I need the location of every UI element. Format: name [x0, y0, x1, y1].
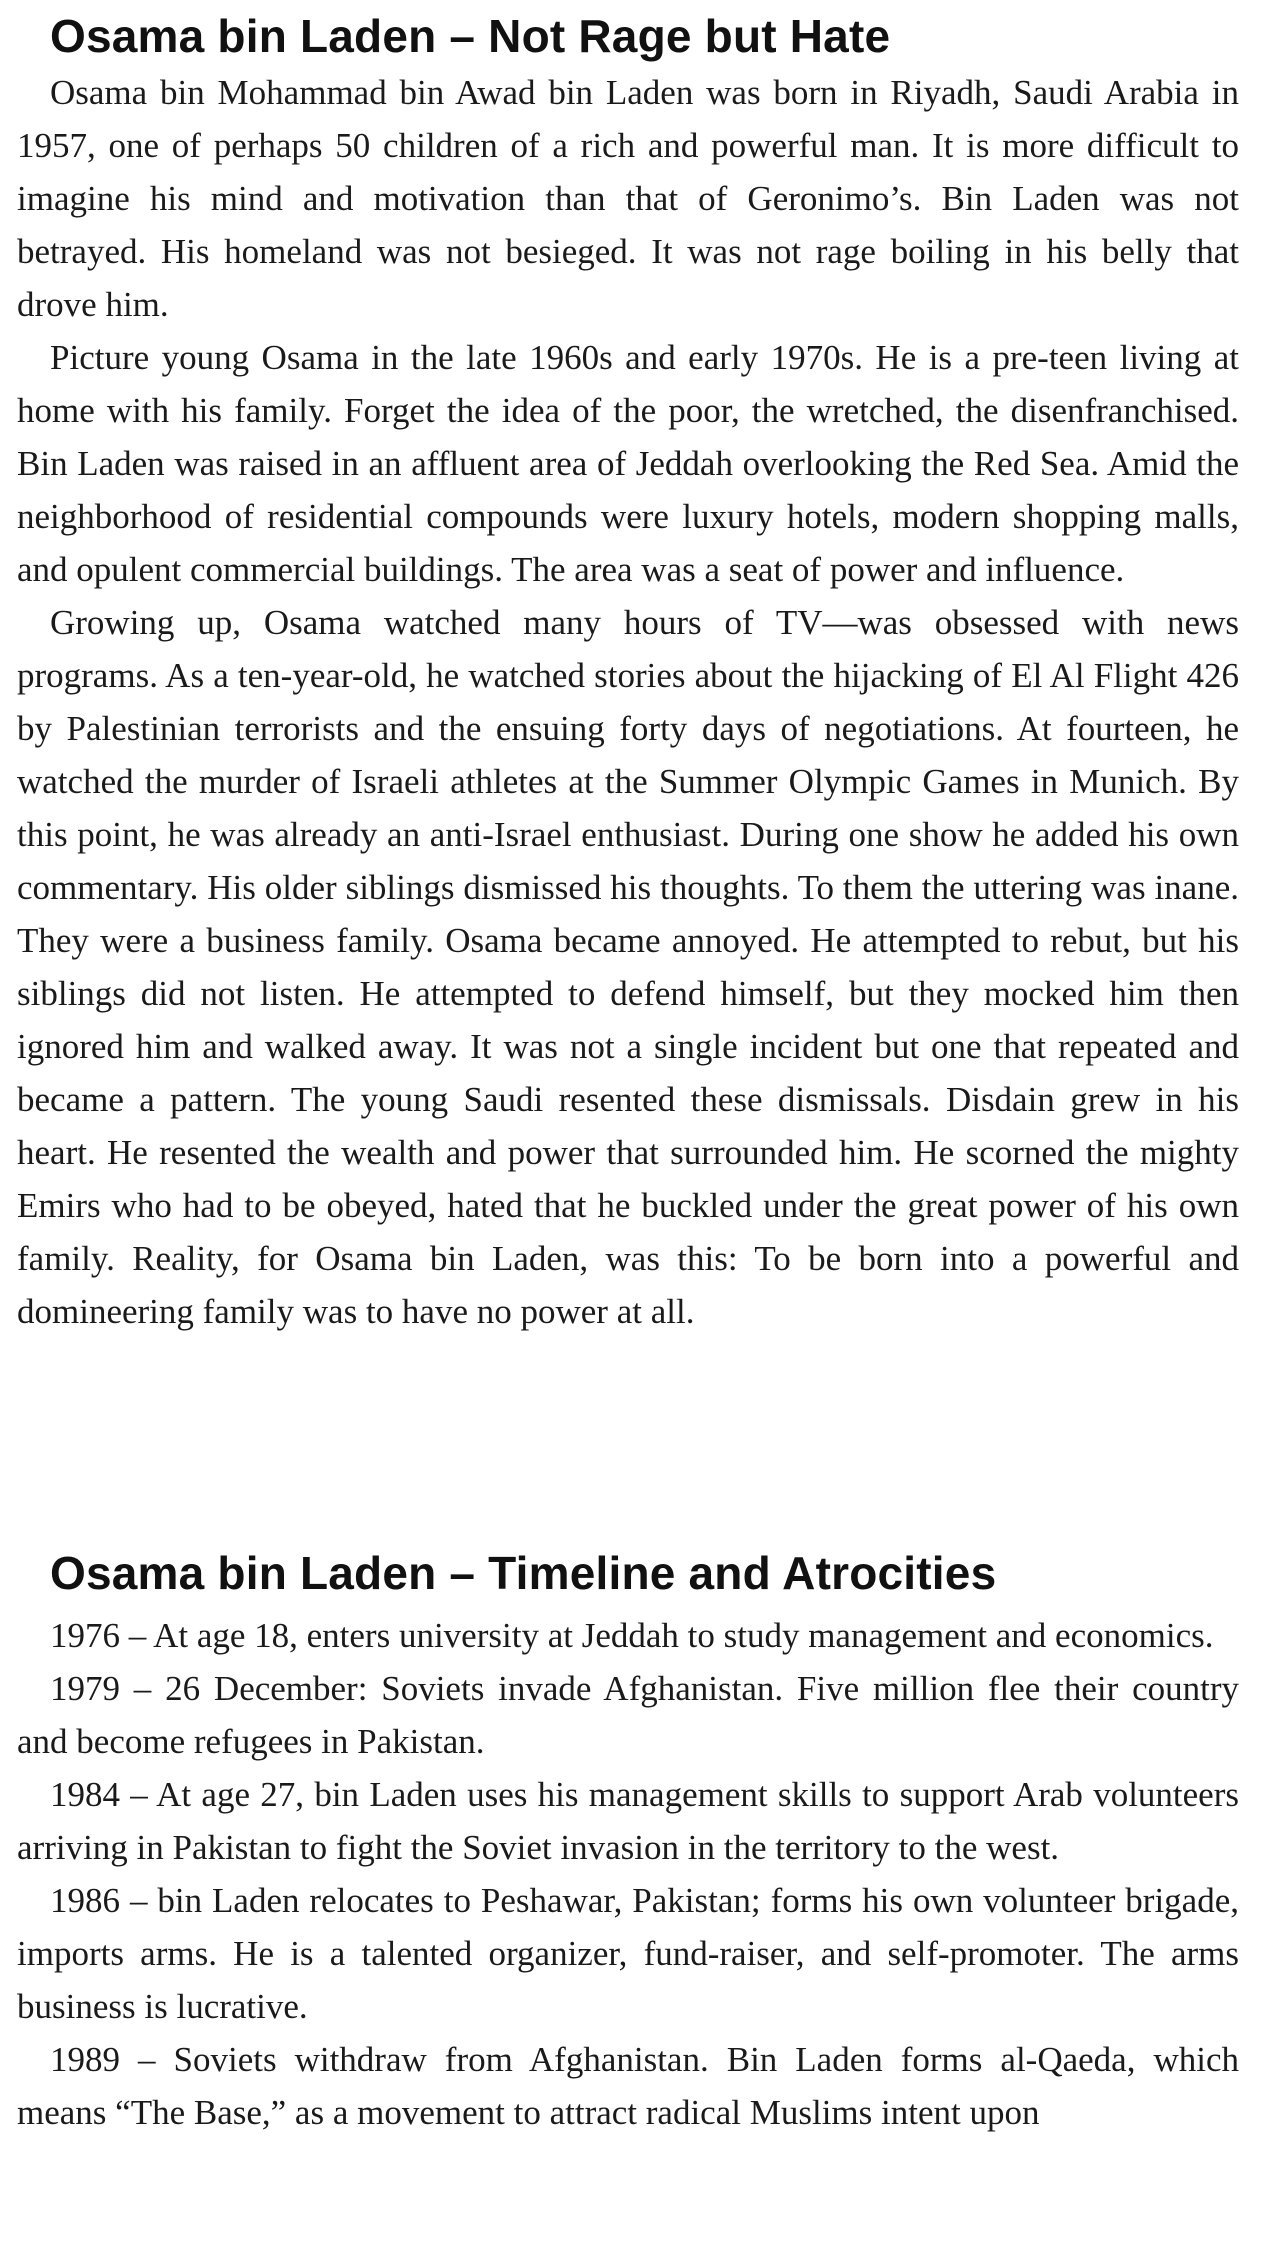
- timeline-entry: 1989 – Soviets withdraw from Afghanistan. Bin Laden forms al-Qaeda, which means “The Base,” as a movement to attract radical Muslims intent upon: [17, 2040, 1239, 2132]
- section-timeline-and-atrocities: [17, 1545, 1239, 2139]
- timeline-entry: 1984 – At age 27, bin Laden uses his management skills to support Arab volunteers arriving in Pakistan to fight the Soviet invasion in the territory to the west.: [17, 1775, 1239, 1867]
- section-heading: Osama bin Laden – Not Rage but Hate: [50, 10, 891, 62]
- timeline-list: [17, 1609, 1239, 2139]
- timeline-entry: 1986 – bin Laden relocates to Peshawar, Pakistan; forms his own volunteer brigade, imports arms. He is a talented organizer, fund-raiser, and self-promoter. The arms business is lucrative.: [17, 1881, 1239, 2026]
- timeline-entry: 1979 – 26 December: Soviets invade Afghanistan. Five million flee their country and become refugees in Pakistan.: [17, 1669, 1239, 1761]
- paragraph: Osama bin Mohammad bin Awad bin Laden was born in Riyadh, Saudi Arabia in 1957, one of perhaps 50 children of a rich and powerful man. It is more difficult to imagine his mind and motivation than that of Geronimo’s. Bin Laden was not betrayed. His homeland was not besieged. It was not rage boiling in his belly that drove him.: [17, 73, 1239, 324]
- paragraph: Picture young Osama in the late 1960s and early 1970s. He is a pre-teen living at home with his family. Forget the idea of the poor, the wretched, the disenfranchised. Bin Laden was raised in an affluent area of Jeddah overlooking the Red Sea. Amid the neighborhood of residential compounds were luxury hotels, modern shopping malls, and opulent commercial buildings. The area was a seat of power and influence.: [17, 338, 1239, 589]
- section-body: [17, 66, 1239, 1338]
- section-heading: Osama bin Laden – Timeline and Atrocities: [50, 1547, 997, 1599]
- section-not-rage-but-hate: [17, 0, 1239, 1338]
- timeline-entry: 1976 – At age 18, enters university at Jeddah to study management and economics.: [50, 1616, 1214, 1655]
- paragraph: Growing up, Osama watched many hours of TV—was obsessed with news programs. As a ten-year-old, he watched stories about the hijacking of El Al Flight 426 by Palestinian terrorists and the ensuing forty days of negotiations. At fourteen, he watched the murder of Israeli athletes at the Summer Olympic Games in Munich. By this point, he was already an anti-Israel enthusiast. During one show he added his own commentary. His older siblings dismissed his thoughts. To them the uttering was inane. They were a business family. Osama became annoyed. He attempted to rebut, but his siblings did not listen. He attempted to defend himself, but they mocked him then ignored him and walked away. It was not a single incident but one that repeated and became a pattern. The young Saudi resented these dismissals. Disdain grew in his heart. He resented the wealth and power that surrounded him. He scorned the mighty Emirs who had to be obeyed, hated that he buckled under the great power of his own family. Reality, for Osama bin Laden, was this: To be born into a powerful and domineering family was to have no power at all.: [17, 603, 1239, 1331]
